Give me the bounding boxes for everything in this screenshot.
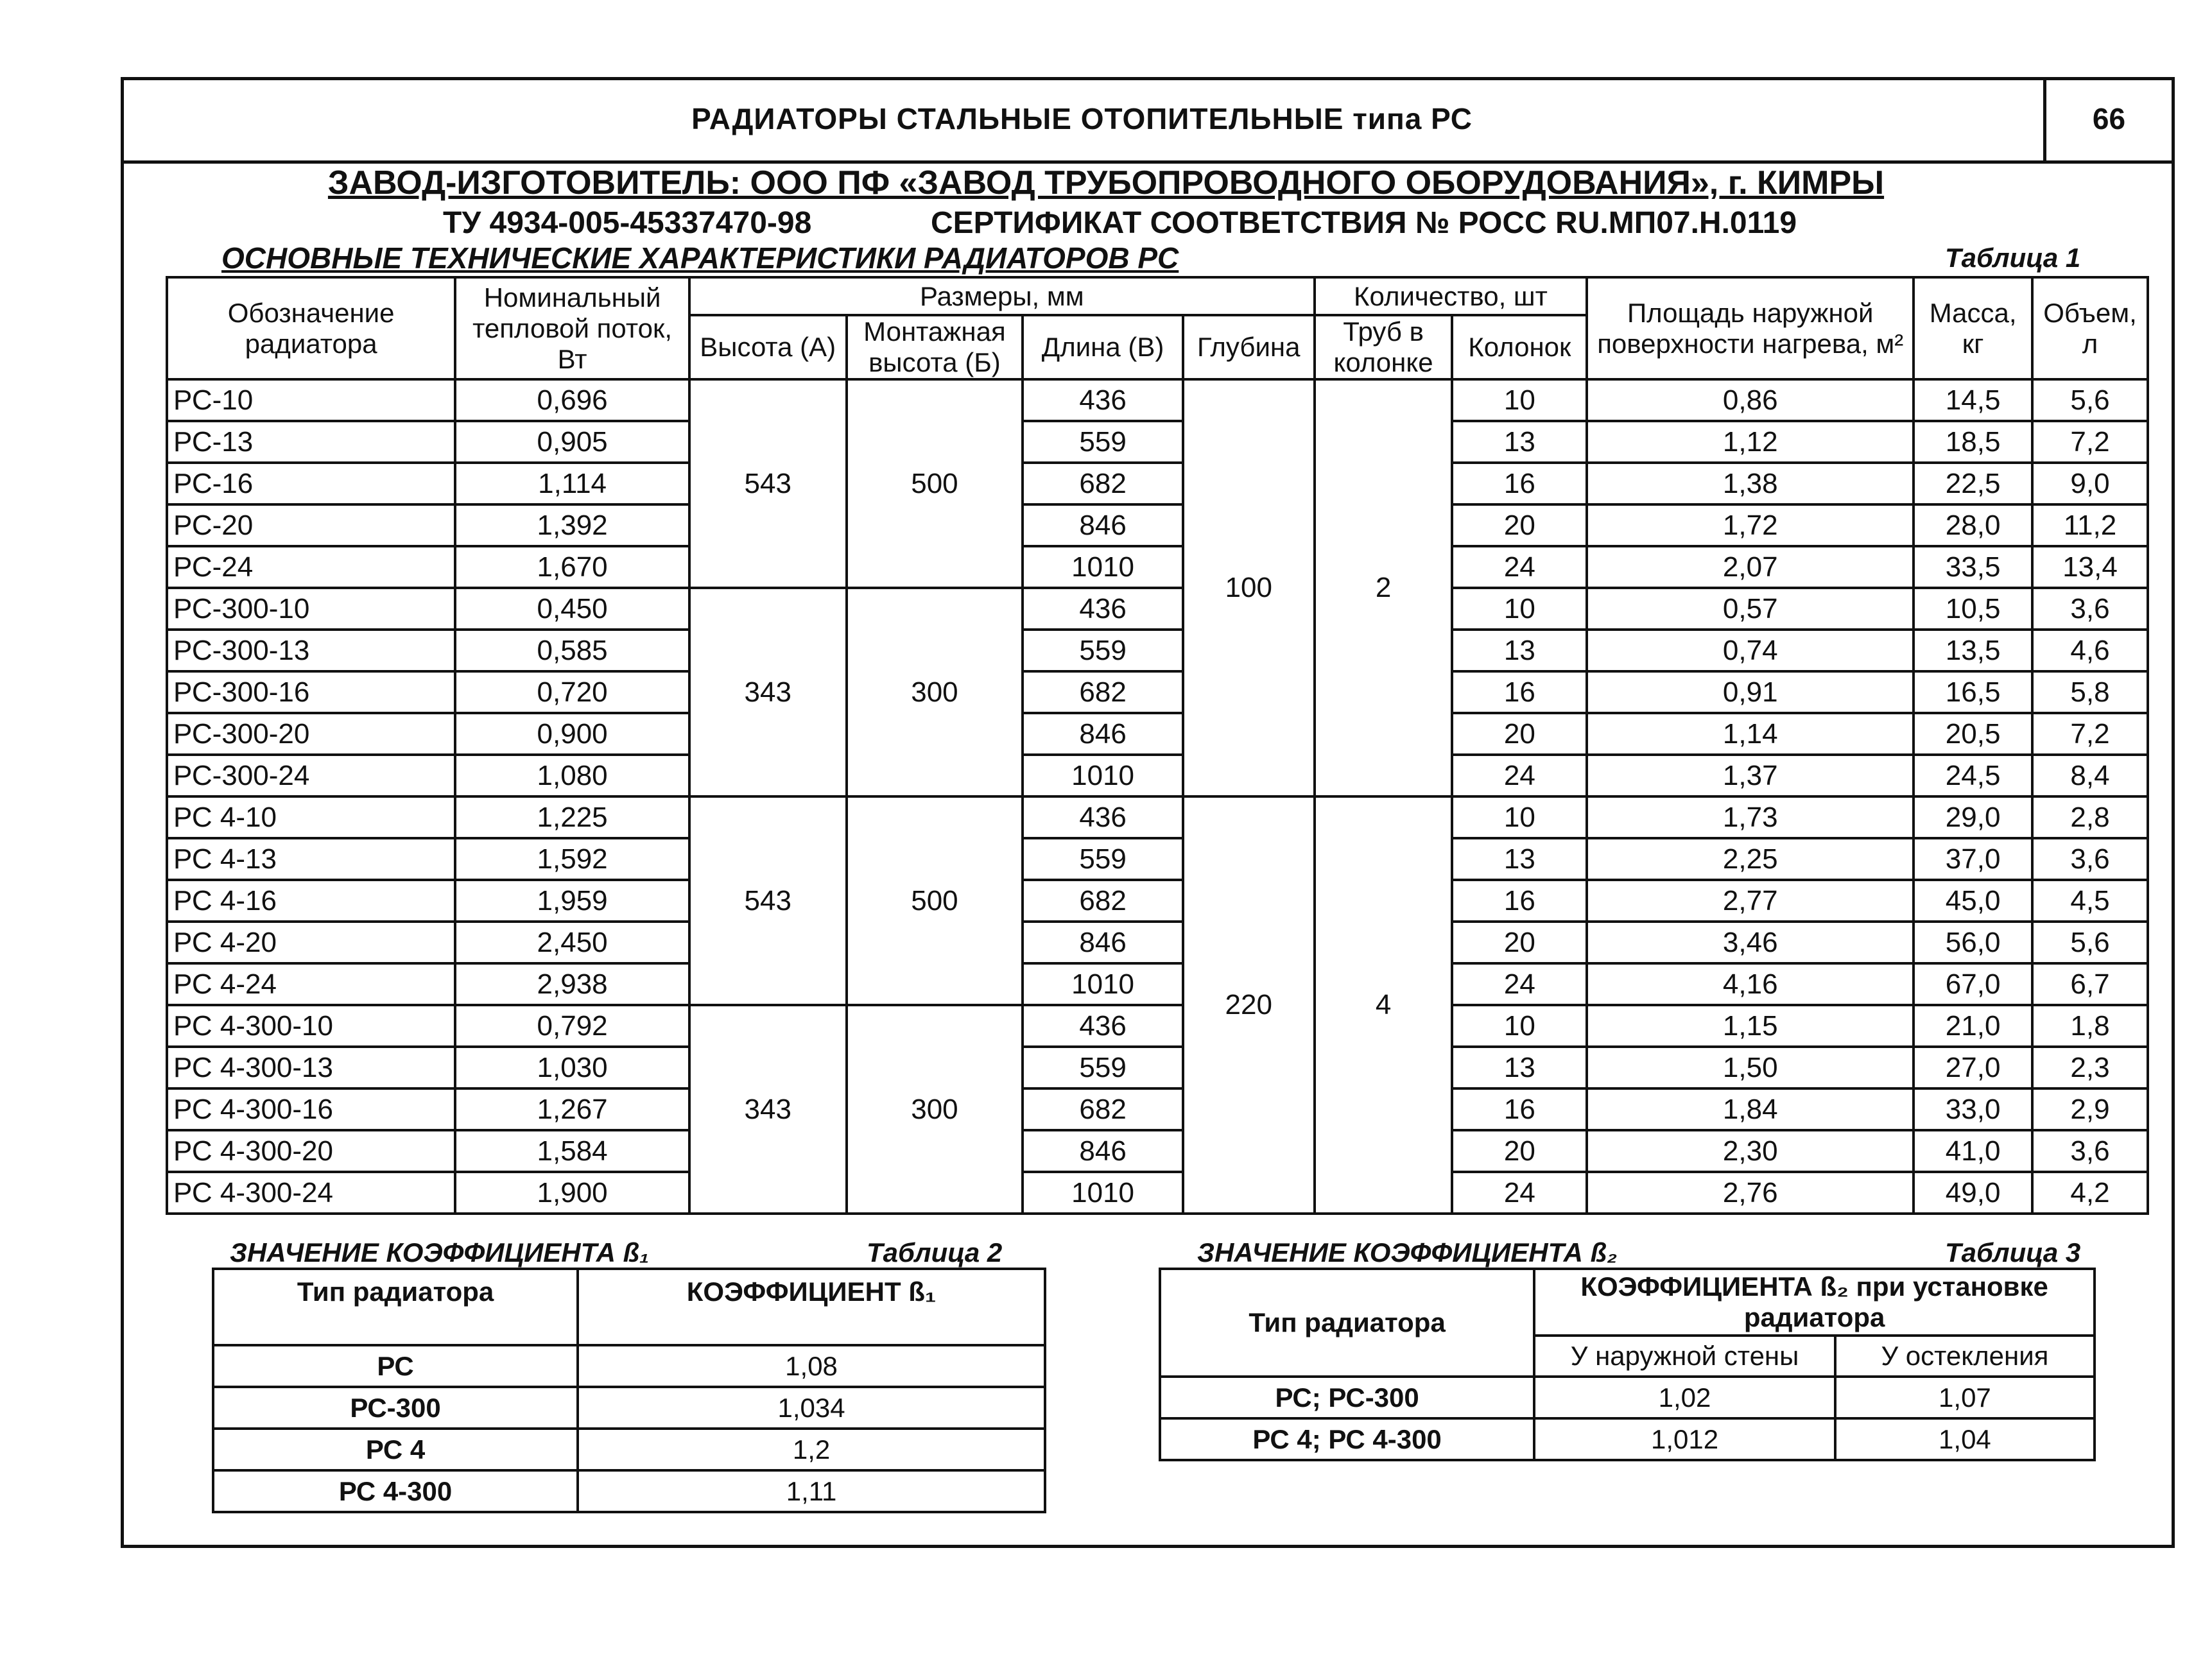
col-columns-header: Колонок (1452, 315, 1587, 379)
volume: 7,2 (2032, 713, 2148, 755)
col-qty-header: Количество, шт (1315, 277, 1587, 315)
surface-area: 4,16 (1587, 963, 1914, 1005)
table3-title: ЗНАЧЕНИЕ КОЭФФИЦИЕНТА ß₂ (1197, 1237, 1618, 1268)
table-row (167, 1005, 2148, 1047)
surface-area: 2,76 (1587, 1172, 1914, 1214)
table-row (213, 1429, 1045, 1470)
volume: 11,2 (2032, 504, 2148, 546)
surface-area: 0,86 (1587, 379, 1914, 421)
mount-height-b: 500 (847, 379, 1023, 588)
table-row (167, 1047, 2148, 1088)
table-row (167, 838, 2148, 880)
heat-flux: 0,696 (455, 379, 689, 421)
length-v: 436 (1023, 379, 1183, 421)
heat-flux: 1,225 (455, 796, 689, 838)
coefficient: 1,2 (578, 1429, 1045, 1470)
heat-flux: 1,670 (455, 546, 689, 588)
length-v: 436 (1023, 1005, 1183, 1047)
radiator-name: РС-300-24 (167, 755, 455, 796)
coefficient: 1,08 (578, 1345, 1045, 1387)
table-row (1160, 1377, 2095, 1418)
radiator-name: РС 4-300-13 (167, 1047, 455, 1088)
col-length-header: Длина (В) (1023, 315, 1183, 379)
surface-area: 0,57 (1587, 588, 1914, 630)
heat-flux: 0,450 (455, 588, 689, 630)
col-tubes-header: Труб в колонке (1315, 315, 1453, 379)
surface-area: 0,91 (1587, 671, 1914, 713)
coefficient: 1,11 (578, 1470, 1045, 1512)
length-v: 682 (1023, 671, 1183, 713)
mass: 20,5 (1914, 713, 2032, 755)
table-row (167, 963, 2148, 1005)
columns-count: 24 (1452, 1172, 1587, 1214)
mount-height-b: 500 (847, 796, 1023, 1005)
radiator-name: РС 4-300-20 (167, 1130, 455, 1172)
table1-label: Таблица 1 (1945, 243, 2081, 273)
volume: 9,0 (2032, 463, 2148, 504)
heat-flux: 1,584 (455, 1130, 689, 1172)
manufacturer-line: ЗАВОД-ИЗГОТОВИТЕЛЬ: ООО ПФ «ЗАВОД ТРУБОПРОВОДНОГО ОБОРУДОВАНИЯ», г. КИМРЫ (327, 164, 1885, 202)
table-row (1160, 1418, 2095, 1460)
volume: 3,6 (2032, 588, 2148, 630)
height-a: 543 (689, 379, 847, 588)
heat-flux: 1,030 (455, 1047, 689, 1088)
mass: 29,0 (1914, 796, 2032, 838)
table-row (167, 1088, 2148, 1130)
mass: 28,0 (1914, 504, 2032, 546)
table-row (167, 421, 2148, 463)
table2-label: Таблица 2 (867, 1237, 1003, 1268)
surface-area: 1,84 (1587, 1088, 1914, 1130)
surface-area: 2,07 (1587, 546, 1914, 588)
heat-flux: 1,592 (455, 838, 689, 880)
coef-glazing: 1,04 (1835, 1418, 2095, 1460)
columns-count: 16 (1452, 1088, 1587, 1130)
table2 (212, 1268, 1046, 1513)
surface-area: 0,74 (1587, 630, 1914, 671)
depth: 100 (1183, 379, 1315, 796)
length-v: 682 (1023, 1088, 1183, 1130)
table-row (167, 671, 2148, 713)
radiator-name: РС 4-300-16 (167, 1088, 455, 1130)
table-row (167, 922, 2148, 963)
radiator-type: РС; РС-300 (1160, 1377, 1534, 1418)
volume: 5,6 (2032, 379, 2148, 421)
col-dims-header: Размеры, мм (689, 277, 1315, 315)
col-flux-header: Номинальный тепловой поток, Вт (455, 277, 689, 379)
t3-coef-header: КОЭФФИЦИЕНТА ß₂ при установке радиатора (1534, 1269, 2095, 1336)
volume: 3,6 (2032, 838, 2148, 880)
surface-area: 1,15 (1587, 1005, 1914, 1047)
heat-flux: 1,392 (455, 504, 689, 546)
columns-count: 20 (1452, 922, 1587, 963)
length-v: 846 (1023, 713, 1183, 755)
volume: 5,8 (2032, 671, 2148, 713)
columns-count: 10 (1452, 588, 1587, 630)
surface-area: 1,72 (1587, 504, 1914, 546)
depth: 220 (1183, 796, 1315, 1214)
columns-count: 10 (1452, 796, 1587, 838)
surface-area: 2,25 (1587, 838, 1914, 880)
heat-flux: 1,114 (455, 463, 689, 504)
radiator-name: РС 4-300-24 (167, 1172, 455, 1214)
columns-count: 13 (1452, 421, 1587, 463)
heat-flux: 1,080 (455, 755, 689, 796)
coef-outer-wall: 1,02 (1534, 1377, 1835, 1418)
volume: 2,8 (2032, 796, 2148, 838)
mass: 18,5 (1914, 421, 2032, 463)
radiator-name: РС-300-13 (167, 630, 455, 671)
length-v: 846 (1023, 1130, 1183, 1172)
heat-flux: 0,900 (455, 713, 689, 755)
surface-area: 1,38 (1587, 463, 1914, 504)
radiator-name: РС 4-24 (167, 963, 455, 1005)
surface-area: 1,37 (1587, 755, 1914, 796)
mass: 33,5 (1914, 546, 2032, 588)
radiator-name: РС-24 (167, 546, 455, 588)
table-row (167, 755, 2148, 796)
radiator-name: РС 4-13 (167, 838, 455, 880)
columns-count: 10 (1452, 379, 1587, 421)
mass: 14,5 (1914, 379, 2032, 421)
mass: 56,0 (1914, 922, 2032, 963)
columns-count: 16 (1452, 880, 1587, 922)
table3 (1159, 1268, 2096, 1461)
columns-count: 13 (1452, 838, 1587, 880)
coefficient: 1,034 (578, 1387, 1045, 1429)
mass: 13,5 (1914, 630, 2032, 671)
length-v: 436 (1023, 588, 1183, 630)
table-row (167, 379, 2148, 421)
length-v: 846 (1023, 504, 1183, 546)
mount-height-b: 300 (847, 1005, 1023, 1214)
heat-flux: 1,959 (455, 880, 689, 922)
table-row (167, 880, 2148, 922)
columns-count: 16 (1452, 671, 1587, 713)
surface-area: 1,50 (1587, 1047, 1914, 1088)
t2-coef-header: КОЭФФИЦИЕНТ ß₁ (578, 1269, 1045, 1345)
table-row (213, 1470, 1045, 1512)
col-depth-header: Глубина (1183, 315, 1315, 379)
radiator-name: РС 4-10 (167, 796, 455, 838)
col-mass-header: Масса, кг (1914, 277, 2032, 379)
table-row (167, 1130, 2148, 1172)
length-v: 559 (1023, 1047, 1183, 1088)
length-v: 1010 (1023, 963, 1183, 1005)
length-v: 1010 (1023, 1172, 1183, 1214)
columns-count: 20 (1452, 713, 1587, 755)
columns-count: 20 (1452, 504, 1587, 546)
mass: 45,0 (1914, 880, 2032, 922)
table3-label: Таблица 3 (1945, 1237, 2081, 1268)
t3-wall-header: У наружной стены (1534, 1336, 1835, 1377)
tubes-per-column: 4 (1315, 796, 1453, 1214)
surface-area: 3,46 (1587, 922, 1914, 963)
table-row (167, 504, 2148, 546)
radiator-name: РС 4-16 (167, 880, 455, 922)
volume: 2,3 (2032, 1047, 2148, 1088)
page-title: РАДИАТОРЫ СТАЛЬНЫЕ ОТОПИТЕЛЬНЫЕ типа РС (121, 77, 2046, 164)
mount-height-b: 300 (847, 588, 1023, 796)
spec-code: ТУ 4934-005-45337470-98 (443, 206, 812, 240)
table-row (167, 546, 2148, 588)
col-height-header: Высота (А) (689, 315, 847, 379)
radiator-type: РС 4 (213, 1429, 578, 1470)
t3-type-header: Тип радиатора (1160, 1269, 1534, 1377)
volume: 7,2 (2032, 421, 2148, 463)
table-row (167, 588, 2148, 630)
table-row (167, 1172, 2148, 1214)
t3-glass-header: У остекления (1835, 1336, 2095, 1377)
length-v: 559 (1023, 630, 1183, 671)
tubes-per-column: 2 (1315, 379, 1453, 796)
col-name-header: Обозначение радиатора (167, 277, 455, 379)
radiator-type: РС (213, 1345, 578, 1387)
surface-area: 1,14 (1587, 713, 1914, 755)
col-mount-header: Монтажная высота (Б) (847, 315, 1023, 379)
col-volume-header: Объем, л (2032, 277, 2148, 379)
length-v: 1010 (1023, 546, 1183, 588)
certificate-line: СЕРТИФИКАТ СООТВЕТСТВИЯ № РОСС RU.МП07.Н.0119 (931, 206, 1797, 240)
height-a: 343 (689, 1005, 847, 1214)
radiator-name: РС-16 (167, 463, 455, 504)
coef-glazing: 1,07 (1835, 1377, 2095, 1418)
table2-title: ЗНАЧЕНИЕ КОЭФФИЦИЕНТА ß₁ (230, 1237, 650, 1268)
mass: 37,0 (1914, 838, 2032, 880)
columns-count: 13 (1452, 1047, 1587, 1088)
length-v: 682 (1023, 880, 1183, 922)
columns-count: 20 (1452, 1130, 1587, 1172)
columns-count: 24 (1452, 755, 1587, 796)
mass: 41,0 (1914, 1130, 2032, 1172)
volume: 6,7 (2032, 963, 2148, 1005)
heat-flux: 0,792 (455, 1005, 689, 1047)
mass: 67,0 (1914, 963, 2032, 1005)
radiator-name: РС-13 (167, 421, 455, 463)
coef-outer-wall: 1,012 (1534, 1418, 1835, 1460)
columns-count: 24 (1452, 546, 1587, 588)
surface-area: 1,12 (1587, 421, 1914, 463)
table-row (213, 1387, 1045, 1429)
heat-flux: 0,905 (455, 421, 689, 463)
volume: 2,9 (2032, 1088, 2148, 1130)
radiator-name: РС 4-20 (167, 922, 455, 963)
volume: 4,2 (2032, 1172, 2148, 1214)
columns-count: 24 (1452, 963, 1587, 1005)
radiator-name: РС-20 (167, 504, 455, 546)
table-row (213, 1345, 1045, 1387)
volume: 4,5 (2032, 880, 2148, 922)
mass: 16,5 (1914, 671, 2032, 713)
radiator-type: РС-300 (213, 1387, 578, 1429)
page-number: 66 (2043, 77, 2175, 164)
table-row (167, 713, 2148, 755)
length-v: 436 (1023, 796, 1183, 838)
surface-area: 2,30 (1587, 1130, 1914, 1172)
radiator-name: РС 4-300-10 (167, 1005, 455, 1047)
height-a: 543 (689, 796, 847, 1005)
length-v: 846 (1023, 922, 1183, 963)
radiator-type: РС 4-300 (213, 1470, 578, 1512)
heat-flux: 0,585 (455, 630, 689, 671)
radiator-name: РС-300-10 (167, 588, 455, 630)
mass: 24,5 (1914, 755, 2032, 796)
mass: 33,0 (1914, 1088, 2032, 1130)
heat-flux: 0,720 (455, 671, 689, 713)
volume: 4,6 (2032, 630, 2148, 671)
mass: 27,0 (1914, 1047, 2032, 1088)
surface-area: 1,73 (1587, 796, 1914, 838)
length-v: 1010 (1023, 755, 1183, 796)
heat-flux: 2,450 (455, 922, 689, 963)
volume: 3,6 (2032, 1130, 2148, 1172)
length-v: 682 (1023, 463, 1183, 504)
mass: 49,0 (1914, 1172, 2032, 1214)
volume: 1,8 (2032, 1005, 2148, 1047)
columns-count: 10 (1452, 1005, 1587, 1047)
table-row (167, 463, 2148, 504)
table1-title: ОСНОВНЫЕ ТЕХНИЧЕСКИЕ ХАРАКТЕРИСТИКИ РАДИАТОРОВ РС (221, 241, 1179, 275)
volume: 13,4 (2032, 546, 2148, 588)
length-v: 559 (1023, 838, 1183, 880)
mass: 21,0 (1914, 1005, 2032, 1047)
height-a: 343 (689, 588, 847, 796)
table-row (167, 630, 2148, 671)
surface-area: 2,77 (1587, 880, 1914, 922)
mass: 22,5 (1914, 463, 2032, 504)
volume: 8,4 (2032, 755, 2148, 796)
radiator-name: РС-300-16 (167, 671, 455, 713)
columns-count: 13 (1452, 630, 1587, 671)
heat-flux: 2,938 (455, 963, 689, 1005)
heat-flux: 1,267 (455, 1088, 689, 1130)
radiator-name: РС-300-20 (167, 713, 455, 755)
columns-count: 16 (1452, 463, 1587, 504)
t2-type-header: Тип радиатора (213, 1269, 578, 1345)
length-v: 559 (1023, 421, 1183, 463)
mass: 10,5 (1914, 588, 2032, 630)
heat-flux: 1,900 (455, 1172, 689, 1214)
radiator-type: РС 4; РС 4-300 (1160, 1418, 1534, 1460)
col-area-header: Площадь наружной поверхности нагрева, м² (1587, 277, 1914, 379)
radiator-name: РС-10 (167, 379, 455, 421)
table-row (167, 796, 2148, 838)
table1 (166, 276, 2149, 1215)
volume: 5,6 (2032, 922, 2148, 963)
